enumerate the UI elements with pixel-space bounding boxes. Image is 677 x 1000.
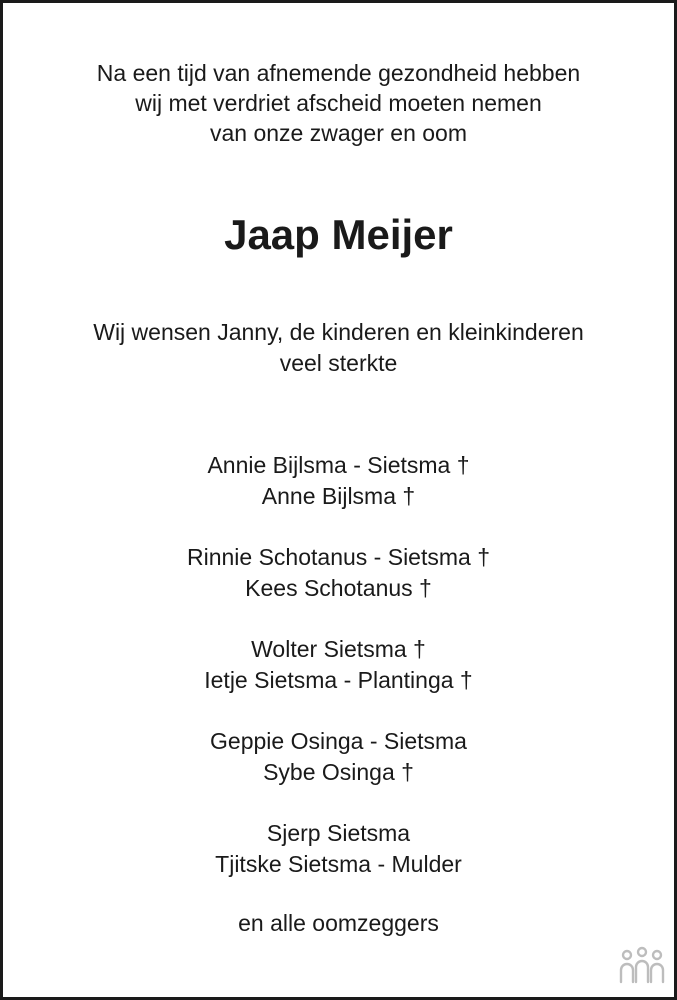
intro-line: Na een tijd van afnemende gezondheid hebben [96,60,581,86]
signer-name: Sybe Osinga † [263,759,414,785]
signer-group [0,818,677,880]
wish-text [0,317,677,379]
wish-line: Wij wensen Janny, de kinderen en kleinkinderen [93,319,584,345]
signer-name: Kees Schotanus † [245,575,432,601]
signer-group [0,450,677,512]
signer-name: Ietje Sietsma - Plantinga † [204,667,473,693]
wish-line: veel sterkte [279,350,398,376]
signer-name: Anne Bijlsma † [261,483,416,509]
closing-line: en alle oomzeggers [238,910,439,936]
intro-line: wij met verdriet afscheid moeten nemen [135,90,542,116]
signer-name: Geppie Osinga - Sietsma [210,728,467,754]
intro-text [0,58,677,148]
signer-group [0,542,677,604]
signer-name: Rinnie Schotanus - Sietsma † [187,544,490,570]
signer-group [0,634,677,696]
deceased-name: Jaap Meijer [224,211,453,258]
signer-name: Wolter Sietsma † [251,636,426,662]
intro-line: van onze zwager en oom [210,120,467,146]
signers-list [0,450,677,910]
signer-group [0,726,677,788]
signer-name: Sjerp Sietsma [266,820,411,846]
people-group-icon [618,946,666,986]
signer-name: Annie Bijlsma - Sietsma † [207,452,470,478]
signer-name: Tjitske Sietsma - Mulder [215,851,462,877]
